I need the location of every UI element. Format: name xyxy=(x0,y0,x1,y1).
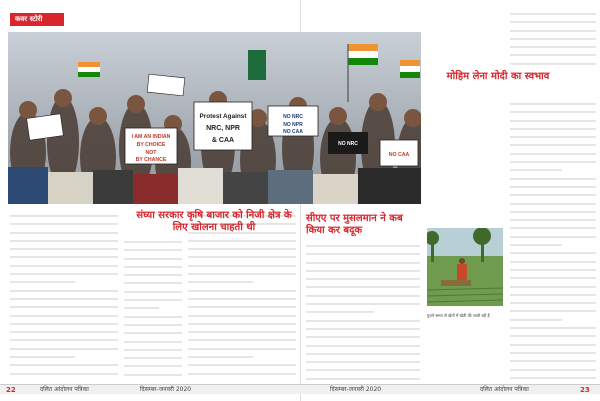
text-line xyxy=(306,341,420,346)
text-line xyxy=(10,220,118,225)
text-line xyxy=(510,374,596,379)
text-line xyxy=(510,43,596,48)
text-line xyxy=(306,258,420,263)
text-line xyxy=(188,220,296,225)
svg-text:NO CAA: NO CAA xyxy=(283,129,303,135)
text-line xyxy=(510,274,596,279)
text-line xyxy=(10,212,118,217)
text-line xyxy=(124,238,182,243)
text-line xyxy=(510,26,596,31)
text-line xyxy=(510,299,596,304)
body-column-4 xyxy=(306,240,420,382)
text-line xyxy=(124,371,182,376)
text-line xyxy=(10,278,75,283)
text-line xyxy=(124,271,182,276)
footer-magazine-left: दलित आंदोलन पत्रिका xyxy=(40,386,89,393)
text-line xyxy=(10,303,118,308)
text-line xyxy=(510,241,562,246)
text-line xyxy=(124,362,182,367)
text-line xyxy=(306,350,420,355)
svg-text:BY CHOICE: BY CHOICE xyxy=(136,142,166,148)
text-line xyxy=(124,279,182,284)
text-line xyxy=(124,254,182,259)
text-line xyxy=(124,346,182,351)
text-line xyxy=(510,191,596,196)
text-line xyxy=(188,345,296,350)
text-line xyxy=(510,365,596,370)
text-line xyxy=(188,320,296,325)
text-line xyxy=(10,320,118,325)
text-line xyxy=(10,328,118,333)
text-line xyxy=(188,253,296,258)
text-line xyxy=(510,125,596,130)
page-number-right: 23 xyxy=(580,386,590,394)
text-line xyxy=(188,328,296,333)
text-line xyxy=(10,345,118,350)
text-line xyxy=(306,375,420,380)
text-line xyxy=(306,366,420,371)
text-line xyxy=(510,100,596,105)
text-line xyxy=(188,278,253,283)
text-line xyxy=(510,175,596,180)
footer-magazine-right: दलित आंदोलन पत्रिका xyxy=(480,386,529,393)
section-tag: कवर स्टोरी xyxy=(10,13,64,26)
text-line xyxy=(306,325,420,330)
svg-text:NO NPR: NO NPR xyxy=(283,122,303,128)
text-line xyxy=(510,340,596,345)
field-photo xyxy=(427,228,503,306)
body-column-3 xyxy=(188,210,296,382)
text-line xyxy=(510,18,596,23)
text-line xyxy=(124,288,182,293)
text-line xyxy=(510,133,596,138)
text-line xyxy=(510,291,596,296)
text-line xyxy=(188,303,296,308)
svg-text:I AM AN INDIAN: I AM AN INDIAN xyxy=(131,134,171,140)
photo-caption: पुराने समय से खेतों में खेती की जाती रही है xyxy=(427,313,490,318)
text-line xyxy=(124,304,159,309)
text-line xyxy=(10,370,118,375)
text-line xyxy=(510,233,596,238)
text-line xyxy=(10,228,118,233)
text-line xyxy=(10,253,118,258)
text-line xyxy=(510,116,596,121)
text-line xyxy=(124,329,182,334)
svg-text:& CAA: & CAA xyxy=(211,137,235,144)
text-line xyxy=(188,287,296,292)
text-line xyxy=(10,287,118,292)
headline-caa-muslims: सीएए पर मुसलमान ने कब किया कर बदूक xyxy=(306,213,403,236)
svg-text:Protest Against: Protest Against xyxy=(199,113,247,120)
text-line xyxy=(510,357,596,362)
text-line xyxy=(10,361,118,366)
text-line xyxy=(510,307,596,312)
protest-photo xyxy=(8,32,421,204)
text-line xyxy=(306,242,420,247)
text-line xyxy=(510,199,596,204)
text-line xyxy=(306,275,420,280)
text-line xyxy=(510,10,596,15)
text-line xyxy=(510,249,596,254)
text-line xyxy=(124,263,182,268)
text-line xyxy=(510,108,596,113)
text-line xyxy=(306,358,420,363)
text-line xyxy=(510,166,562,171)
text-line xyxy=(124,313,182,318)
body-column-5 xyxy=(510,98,596,382)
text-line xyxy=(510,208,596,213)
text-line xyxy=(510,183,596,188)
text-line xyxy=(188,245,296,250)
svg-text:NO NRC: NO NRC xyxy=(338,141,358,147)
text-line xyxy=(188,370,296,375)
text-line xyxy=(510,216,596,221)
body-column-2 xyxy=(124,236,182,382)
text-line xyxy=(510,158,596,163)
text-line xyxy=(10,237,118,242)
text-line xyxy=(124,246,182,251)
text-line xyxy=(510,150,596,155)
text-line xyxy=(510,51,596,56)
svg-text:NOT: NOT xyxy=(145,150,157,156)
text-line xyxy=(510,35,596,40)
footer-issue-left: दिसम्बर-जनवरी 2020 xyxy=(140,386,192,393)
svg-text:NO NRC: NO NRC xyxy=(283,114,303,120)
svg-text:BY CHANCE: BY CHANCE xyxy=(135,157,167,163)
text-line xyxy=(510,141,596,146)
text-line xyxy=(10,353,75,358)
headline-modi-nature: मोहिम लेना मोदी का स्वभाव xyxy=(446,71,550,82)
text-line xyxy=(10,262,118,267)
text-line xyxy=(306,283,420,288)
text-line xyxy=(188,270,296,275)
text-line xyxy=(510,224,596,229)
svg-text:NRC, NPR: NRC, NPR xyxy=(206,125,240,132)
text-line xyxy=(188,353,253,358)
text-line xyxy=(510,324,596,329)
headline-agri-market: संघ्या सरकार कृषि बाजार को निजी क्षेत्र के लिए खोलना चाहती थी xyxy=(136,210,292,233)
text-line xyxy=(124,354,182,359)
text-line xyxy=(124,296,182,301)
text-line xyxy=(306,308,374,313)
text-line xyxy=(188,361,296,366)
text-line xyxy=(188,336,296,341)
text-line xyxy=(188,228,296,233)
text-line xyxy=(510,349,596,354)
text-line xyxy=(188,237,296,242)
text-line xyxy=(306,300,420,305)
text-line xyxy=(10,245,118,250)
page-number-left: 22 xyxy=(6,386,16,394)
svg-text:NO CAA: NO CAA xyxy=(388,152,410,158)
text-line xyxy=(10,311,118,316)
text-line xyxy=(188,295,296,300)
text-line xyxy=(10,336,118,341)
text-line xyxy=(306,317,420,322)
body-column-5-top xyxy=(510,8,596,68)
footer-issue-right: दिसम्बर-जनवरी 2020 xyxy=(330,386,382,393)
text-line xyxy=(188,311,296,316)
text-line xyxy=(124,337,182,342)
text-line xyxy=(510,258,596,263)
text-line xyxy=(306,250,420,255)
text-line xyxy=(510,332,596,337)
text-line xyxy=(306,267,420,272)
text-line xyxy=(124,321,182,326)
text-line xyxy=(510,282,596,287)
text-line xyxy=(510,316,562,321)
text-line xyxy=(306,292,420,297)
text-line xyxy=(188,212,296,217)
body-column-1 xyxy=(10,210,118,382)
text-line xyxy=(510,266,596,271)
text-line xyxy=(510,60,596,65)
text-line xyxy=(306,333,420,338)
text-line xyxy=(10,270,118,275)
text-line xyxy=(10,295,118,300)
text-line xyxy=(188,262,296,267)
